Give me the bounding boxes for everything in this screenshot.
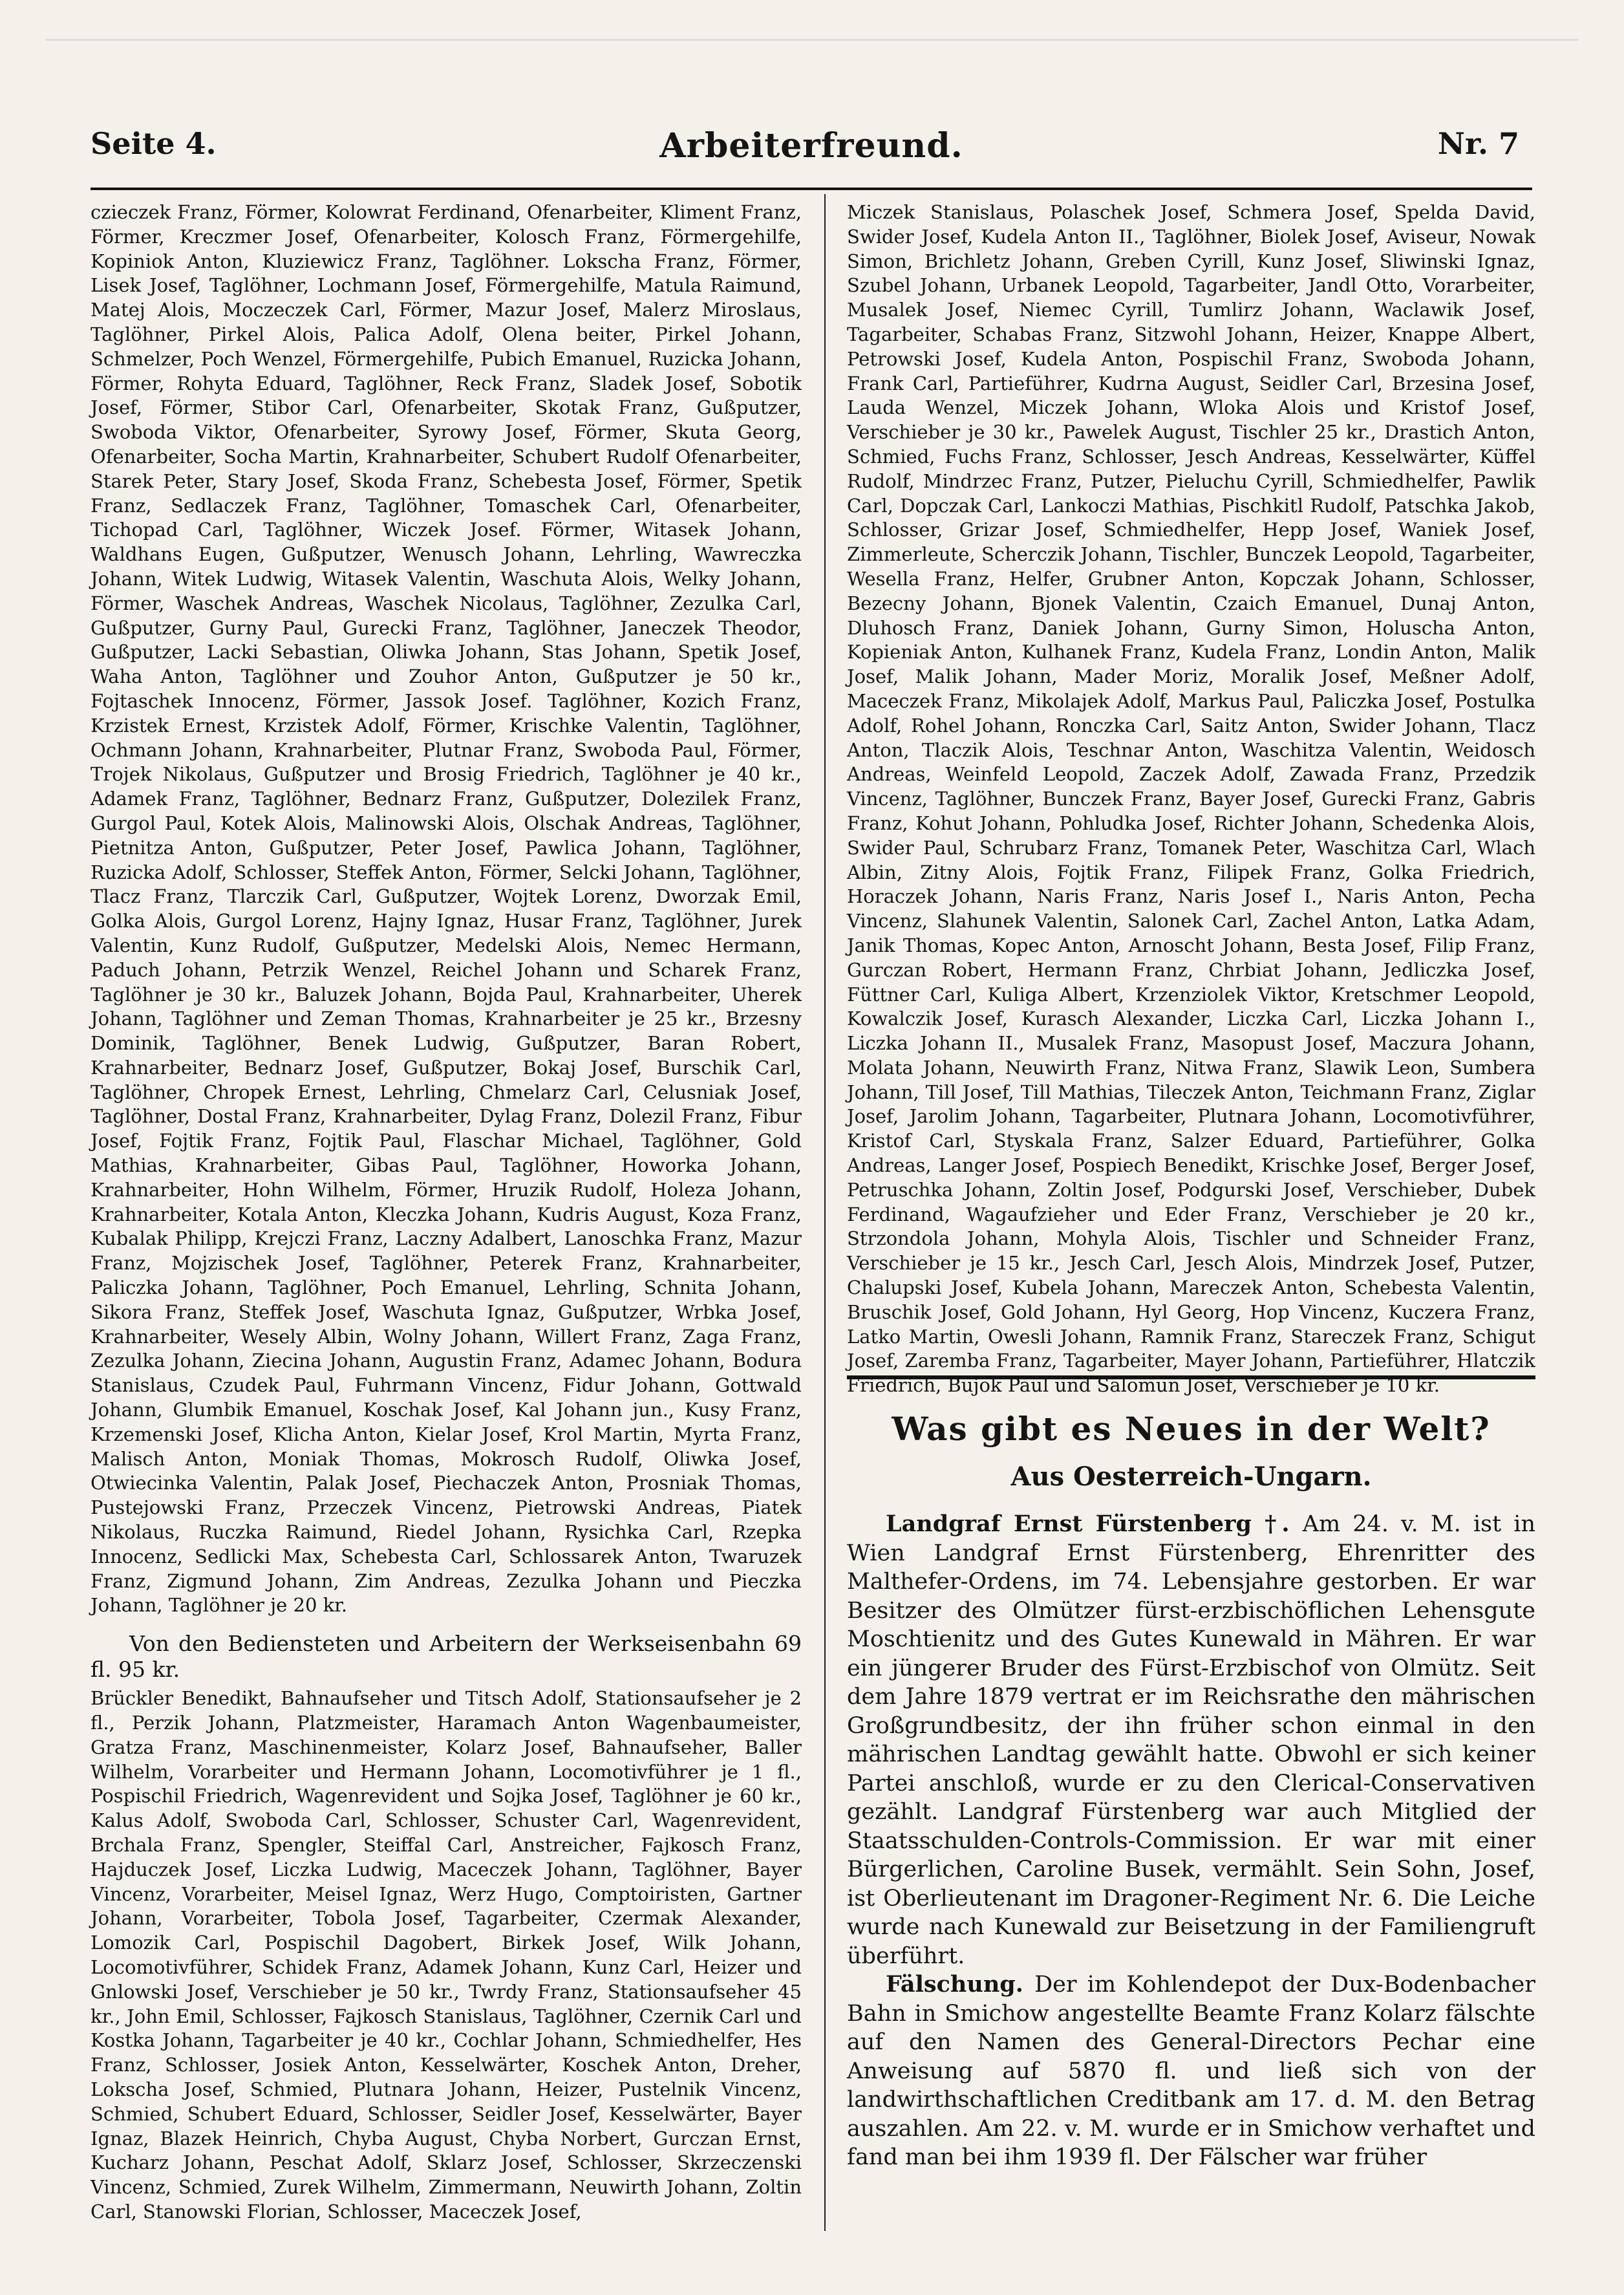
section-rule — [847, 1375, 1535, 1379]
left-column — [91, 200, 802, 2225]
article-faelschung-text: Der im Kohlendepot der Dux-Bodenbacher Bahn in Smichow angestellte Beamte Franz Kolarz fälschte auf den Namen des General-Directors Pechar eine Anweisung auf 5870 fl. und ließ sich von der landwirthschaftlichen Creditbank am 17. d. M. den Betrag auszahlen. Am 22. v. M. wurde er in Smichow verhaftet und fand man bei ihm 1939 fl. Der Fälscher war früher — [847, 1972, 1536, 2170]
news-sub-heading: Aus Oesterreich-Ungarn. — [1010, 1461, 1372, 1492]
article-faelschung-title: Fälschung. — [886, 1971, 1035, 1998]
column-divider — [824, 194, 826, 2231]
page-header — [91, 126, 1532, 165]
page-number: Seite 4. — [91, 126, 217, 161]
header-rule — [91, 188, 1532, 190]
news-articles — [847, 1510, 1535, 2172]
donor-list-3: Miczek Stanislaus, Polaschek Josef, Schmera Josef, Spelda David, Swider Josef, Kudela Anton II., Taglöhner, Biolek Josef, Aviseur, Nowak Simon, Brichletz Johann, Greben Cyrill, Kunz Josef, Sliwinski Ignaz, Szubel Johann, Urbanek Leopold, Tagarbeiter, Jandl Otto, Vorarbeiter, Musalek Josef, Niemec Cyrill, Tumlirz Johann, Waclawik Josef, Tagarbeiter, Schabas Franz, Sitzwohl Johann, Heizer, Knappe Albert, Petrowski Josef, Kudela Anton, Pospischil Franz, Swoboda Johann, Frank Carl, Partieführer, Kudrna August, Seidler Carl, Brzesina Josef, Lauda Wenzel, Miczek Johann, Wloka Alois und Kristof Josef, Verschieber je 30 kr., Pawelek August, Tischler 25 kr., Drastich Anton, Schmied, Fuchs Franz, Schlosser, Jesch Andreas, Kesselwärter, Küffel Rudolf, Mindrzec Franz, Putzer, Pieluchu Cyrill, Schmiedhelfer, Pawlik Carl, Dopczak Carl, Lankoczi Mathias, Pischkitl Rudolf, Patschka Jakob, Schlosser, Grizar Josef, Schmiedhelfer, Hepp Josef, Waniek Josef, Zimmerleute, Scherczik Johann, Tischler, Bunczek Leopold, Tagarbeiter, Wesella Franz, Helfer, Grubner Anton, Kopczak Johann, Schlosser, Bezecny Johann, Bjonek Valentin, Czaich Emanuel, Dunaj Anton, Dluhosch Franz, Daniek Johann, Gurny Simon, Holuscha Anton, Kopieniak Anton, Kulhanek Franz, Kudela Franz, Londin Anton, Malik Josef, Malik Johann, Mader Moriz, Moralik Josef, Meßner Adolf, Maceczek Franz, Mikolajek Adolf, Markus Paul, Paliczka Josef, Postulka Adolf, Rohel Johann, Ronczka Carl, Saitz Anton, Swider Johann, Tlacz Anton, Tlaczik Alois, Teschnar Anton, Waschitza Valentin, Weidosch Andreas, Weinfeld Leopold, Zaczek Adolf, Zawada Franz, Przedzik Vincenz, Taglöhner, Bunczek Franz, Bayer Josef, Gurecki Franz, Gabris Franz, Kohut Johann, Pohludka Josef, Richter Johann, Schedenka Alois, Swider Paul, Schrubarz Franz, Tomanek Peter, Waschitza Carl, Wlach Albin, Zitny Alois, Fojtik Franz, Filipek Franz, Golka Friedrich, Horaczek Johann, Naris Franz, Naris Josef I., Naris Anton, Pecha Vincenz, Slahunek Valentin, Salonek Carl, Zachel Anton, Latka Adam, Janik Thomas, Kopec Anton, Arnoscht Johann, Besta Josef, Filip Franz, Gurczan Robert, Hermann Franz, Chrbiat Johann, Jedliczka Josef, Füttner Carl, Kuliga Albert, Krzenziolek Viktor, Kretschmer Leopold, Kowalczik Josef, Kurasch Alexander, Liczka Carl, Liczka Johann I., Liczka Johann II., Musalek Franz, Masopust Josef, Maczura Johann, Molata Johann, Neuwirth Franz, Nitwa Franz, Slawik Leon, Sumbera Johann, Till Josef, Till Mathias, Tileczek Anton, Teichmann Franz, Ziglar Josef, Jarolim Johann, Tagarbeiter, Plutnara Johann, Locomotivführer, Kristof Carl, Styskala Franz, Salzer Eduard, Partieführer, Golka Andreas, Langer Josef, Pospiech Benedikt, Krischke Josef, Berger Josef, Petruschka Johann, Zoltin Josef, Podgurski Josef, Verschieber, Dubek Ferdinand, Wagaufzieher und Eder Franz, Verschieber je 20 kr., Strzondola Johann, Mohyla Alois, Tischler und Schneider Franz, Verschieber je 15 kr., Jesch Carl, Jesch Alois, Mindrzek Josef, Putzer, Chalupski Josef, Kubela Johann, Mareczek Anton, Schebesta Valentin, Bruschik Josef, Gold Johann, Hyl Georg, Hop Vincenz, Kuczera Franz, Latko Martin, Owesli Johann, Ramnik Franz, Stareczek Franz, Schigut Josef, Zaremba Franz, Tagarbeiter, Mayer Johann, Partieführer, Hlatczik Friedrich, Bujok Paul und Salomun Josef, Verschieber je 10 kr. — [847, 201, 1535, 1397]
article-fuerstenberg-title: Landgraf Ernst Fürstenberg †. — [886, 1511, 1303, 1537]
article-faelschung — [847, 1970, 1535, 2172]
section-heading-werkseisenbahn: Von den Bediensteten und Arbeitern der Werkseisenbahn 69 fl. 95 kr. — [91, 1631, 802, 1683]
newspaper-title: Arbeiterfreund. — [659, 126, 963, 166]
news-main-heading: Was gibt es Neues in der Welt? — [892, 1410, 1491, 1448]
article-fuerstenberg-text: Am 24. v. M. ist in Wien Landgraf Ernst Fürstenberg, Ehrenritter des Malthefer-Ordens, im 74. Lebensjahre gestorben. Er war Besitzer des Olmützer fürst-erzbischöflichen Lehensgute Moschtienitz und des Gutes Kunewald in Mähren. Er war ein jüngerer Bruder des Fürst-Erzbischof von Olmütz. Seit dem Jahre 1879 vertrat er im Reichsrathe den mährischen Großgrundbesitz, der ihn früher schon einmal in den mährischen Landtag gewählt hatte. Obwohl er sich keiner Partei anschloß, wurde er zu den Clerical-Conservativen gezählt. Landgraf Fürstenberg war auch Mitglied der Staatsschulden-Controls-Commission. Er war mit einer Bürgerlichen, Caroline Busek, vermählt. Sein Sohn, Josef, ist Oberlieutenant im Dragoner-Regiment Nr. 6. Die Leiche wurde nach Kunewald zur Beisetzung in der Familiengruft überführt. — [847, 1511, 1535, 1969]
donor-list-2: Brückler Benedikt, Bahnaufseher und Titsch Adolf, Stationsaufseher je 2 fl., Perzik Johann, Platzmeister, Haramach Anton Wagenbaumeister, Gratza Franz, Maschinenmeister, Kolarz Josef, Bahnaufseher, Baller Wilhelm, Vorarbeiter und Hermann Johann, Locomotivführer je 1 fl., Pospischil Friedrich, Wagenrevident und Sojka Josef, Taglöhner je 60 kr., Kalus Adolf, Swoboda Carl, Schlosser, Schuster Carl, Wagenrevident, Brchala Franz, Spengler, Steiffal Carl, Anstreicher, Fajkosch Franz, Hajduczek Josef, Liczka Ludwig, Maceczek Johann, Taglöhner, Bayer Vincenz, Vorarbeiter, Meisel Ignaz, Werz Hugo, Comptoiristen, Gartner Johann, Vorarbeiter, Tobola Josef, Tagarbeiter, Czermak Alexander, Lomozik Carl, Pospischil Dagobert, Birkek Josef, Wilk Johann, Locomotivführer, Schidek Franz, Adamek Johann, Kunz Carl, Heizer und Gnlowski Josef, Verschieber je 50 kr., Twrdy Franz, Stationsaufseher 45 kr., John Emil, Schlosser, Fajkosch Stanislaus, Taglöhner, Czernik Carl und Kostka Johann, Tagarbeiter je 40 kr., Cochlar Johann, Schmiedhelfer, Hes Franz, Schlosser, Josiek Anton, Kesselwärter, Koschek Anton, Dreher, Lokscha Josef, Schmied, Plutnara Johann, Heizer, Pustelnik Vincenz, Schmied, Schubert Eduard, Schlosser, Seidler Josef, Kesselwärter, Bayer Ignaz, Blazek Heinrich, Chyba August, Chyba Norbert, Gurczan Ernst, Kucharz Johann, Peschat Adolf, Sklarz Josef, Schlosser, Skrzeczenski Vincenz, Schmied, Zurek Wilhelm, Zimmermann, Neuwirth Johann, Zoltin Carl, Stanowski Florian, Schlosser, Maceczek Josef, — [91, 1687, 802, 2223]
right-column — [847, 200, 1535, 1397]
issue-number: Nr. 7 — [1437, 126, 1519, 161]
donor-list-1: czieczek Franz, Förmer, Kolowrat Ferdinand, Ofenarbeiter, Kliment Franz, Förmer, Kreczmer Josef, Ofenarbeiter, Kolosch Franz, Förmergehilfe, Kopiniok Anton, Kluziewicz Franz, Taglöhner. Lokscha Franz, Förmer, Lisek Josef, Taglöhner, Lochmann Josef, Förmergehilfe, Matula Raimund, Matej Alois, Moczeczek Carl, Förmer, Mazur Josef, Malerz Miroslaus, Taglöhner, Pirkel Alois, Palica Adolf, Olena beiter, Pirkel Johann, Schmelzer, Poch Wenzel, Förmergehilfe, Pubich Emanuel, Ruzicka Johann, Förmer, Rohyta Eduard, Taglöhner, Reck Franz, Sladek Josef, Sobotik Josef, Förmer, Stibor Carl, Ofenarbeiter, Skotak Franz, Gußputzer, Swoboda Viktor, Ofenarbeiter, Syrowy Josef, Förmer, Skuta Georg, Ofenarbeiter, Socha Martin, Krahnarbeiter, Schubert Rudolf Ofenarbeiter, Starek Peter, Stary Josef, Skoda Franz, Schebesta Josef, Förmer, Spetik Franz, Sedlaczek Franz, Taglöhner, Tomaschek Carl, Ofenarbeiter, Tichopad Carl, Taglöhner, Wiczek Josef. Förmer, Witasek Johann, Waldhans Eugen, Gußputzer, Wenusch Johann, Lehrling, Wawreczka Johann, Witek Ludwig, Witasek Valentin, Waschuta Alois, Welky Johann, Förmer, Waschek Andreas, Waschek Nicolaus, Taglöhner, Zezulka Carl, Gußputzer, Gurny Paul, Gurecki Franz, Taglöhner, Janeczek Theodor, Gußputzer, Lacki Sebastian, Oliwka Johann, Stas Johann, Spetik Josef, Waha Anton, Taglöhner und Zouhor Anton, Gußputzer je 50 kr., Fojtaschek Innocenz, Förmer, Jassok Josef. Taglöhner, Kozich Franz, Krzistek Ernest, Krzistek Adolf, Förmer, Krischke Valentin, Taglöhner, Ochmann Johann, Krahnarbeiter, Plutnar Franz, Swoboda Paul, Förmer, Trojek Nikolaus, Gußputzer und Brosig Friedrich, Taglöhner je 40 kr., Adamek Franz, Taglöhner, Bednarz Franz, Gußputzer, Dolezilek Franz, Gurgol Paul, Kotek Alois, Malinowski Alois, Olschak Andreas, Taglöhner, Pietnitza Anton, Gußputzer, Peter Josef, Pawlica Johann, Taglöhner, Ruzicka Adolf, Schlosser, Steffek Anton, Förmer, Selcki Johann, Taglöhner, Tlacz Franz, Tlarczik Carl, Gußputzer, Wojtek Lorenz, Dworzak Emil, Golka Alois, Gurgol Lorenz, Hajny Ignaz, Husar Franz, Taglöhner, Jurek Valentin, Kunz Rudolf, Gußputzer, Medelski Alois, Nemec Hermann, Paduch Johann, Petrzik Wenzel, Reichel Johann und Scharek Franz, Taglöhner je 30 kr., Baluzek Johann, Bojda Paul, Krahnarbeiter, Uherek Johann, Taglöhner und Zeman Thomas, Krahnarbeiter je 25 kr., Brzesny Dominik, Taglöhner, Benek Ludwig, Gußputzer, Baran Robert, Krahnarbeiter, Bednarz Josef, Gußputzer, Bokaj Josef, Burschik Carl, Taglöhner, Chropek Ernest, Lehrling, Chmelarz Carl, Celusniak Josef, Taglöhner, Dostal Franz, Krahnarbeiter, Dylag Franz, Dolezil Franz, Fibur Josef, Fojtik Franz, Fojtik Paul, Flaschar Michael, Taglöhner, Gold Mathias, Krahnarbeiter, Gibas Paul, Taglöhner, Howorka Johann, Krahnarbeiter, Hohn Wilhelm, Förmer, Hruzik Rudolf, Holeza Johann, Krahnarbeiter, Kotala Anton, Kleczka Johann, Kudris August, Koza Franz, Kubalak Philipp, Krejczi Franz, Laczny Adalbert, Lanoschka Franz, Mazur Franz, Mojzischek Josef, Taglöhner, Peterek Franz, Krahnarbeiter, Paliczka Johann, Taglöhner, Poch Emanuel, Lehrling, Schnita Johann, Sikora Franz, Steffek Josef, Waschuta Ignaz, Gußputzer, Wrbka Josef, Krahnarbeiter, Wesely Albin, Wolny Johann, Willert Franz, Zaga Franz, Zezulka Johann, Ziecina Johann, Augustin Franz, Adamec Johann, Bodura Stanislaus, Czudek Paul, Fuhrmann Vincenz, Fidur Johann, Gottwald Johann, Glumbik Emanuel, Koschak Josef, Kal Johann jun., Kusy Franz, Krzemenski Josef, Klicha Anton, Kielar Josef, Krol Martin, Myrta Franz, Malisch Anton, Moniak Thomas, Mokrosch Rudolf, Oliwka Josef, Otwiecinka Valentin, Palak Josef, Piechaczek Anton, Prosniak Thomas, Pustejowski Franz, Przeczek Vincenz, Pietrowski Andreas, Piatek Nikolaus, Ruczka Raimund, Riedel Johann, Rysichka Carl, Rzepka Innocenz, Sedlicki Max, Schebesta Carl, Schlossarek Anton, Twaruzek Franz, Zigmund Johann, Zim Andreas, Zezulka Johann und Pieczka Johann, Taglöhner je 20 kr. — [91, 201, 802, 1617]
article-fuerstenberg — [847, 1510, 1535, 1970]
